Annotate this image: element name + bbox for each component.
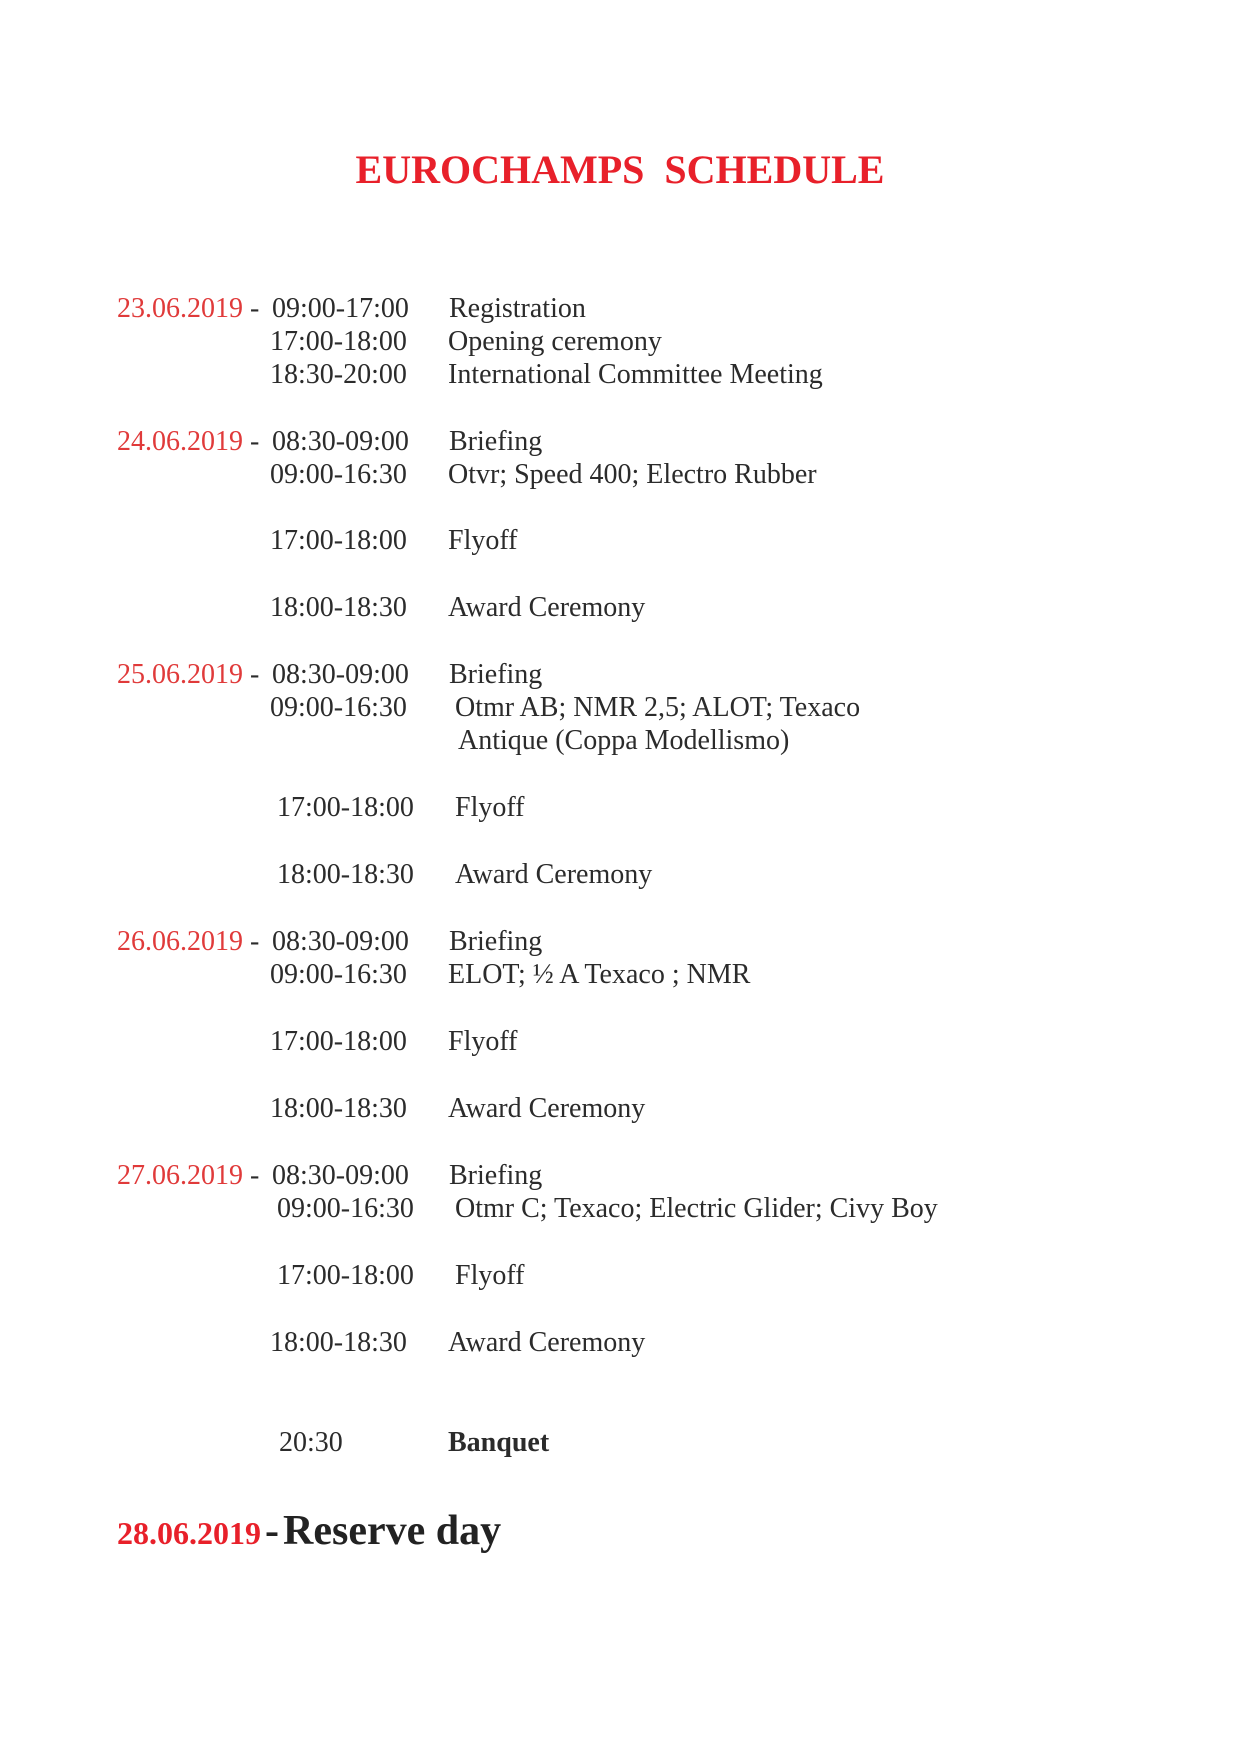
date-separator: -	[250, 926, 260, 957]
date-separator: -	[250, 426, 260, 457]
event-description: Award Ceremony	[448, 1327, 646, 1358]
event-description: Otmr C; Texaco; Electric Glider; Civy Boy	[455, 1193, 938, 1224]
time-slot: 08:30-09:00	[272, 926, 409, 957]
reserve-date: 28.06.2019	[117, 1515, 261, 1551]
event-description: Award Ceremony	[448, 1093, 646, 1124]
schedule-row	[117, 1159, 259, 1193]
time-slot: 17:00-18:00	[277, 792, 414, 823]
banquet-label: Banquet	[448, 1427, 550, 1458]
time-slot: 08:30-09:00	[272, 1160, 409, 1191]
time-slot: 09:00-17:00	[272, 293, 409, 324]
date-separator: -	[250, 1160, 260, 1191]
schedule-row	[117, 658, 259, 692]
event-description: International Committee Meeting	[448, 359, 823, 390]
event-description: Briefing	[449, 659, 543, 690]
time-slot: 09:00-16:30	[270, 959, 407, 990]
day-date: 27.06.2019	[117, 1160, 243, 1191]
event-description: Award Ceremony	[455, 859, 653, 890]
event-description: Flyoff	[455, 1260, 525, 1291]
banquet-time: 20:30	[279, 1427, 343, 1458]
schedule-row	[117, 925, 259, 959]
time-slot: 18:00-18:30	[270, 1093, 407, 1124]
schedule-row	[117, 292, 259, 326]
reserve-separator: -	[265, 1508, 279, 1554]
event-description: Flyoff	[448, 1026, 518, 1057]
event-description: Flyoff	[448, 525, 518, 556]
time-slot: 18:00-18:30	[277, 859, 414, 890]
event-description: Opening ceremony	[448, 326, 662, 357]
time-slot: 17:00-18:00	[270, 525, 407, 556]
reserve-day-line	[117, 1510, 501, 1552]
event-description: Otvr; Speed 400; Electro Rubber	[448, 459, 817, 490]
event-description: Briefing	[449, 1160, 543, 1191]
event-description: Registration	[449, 293, 586, 324]
day-date: 25.06.2019	[117, 659, 243, 690]
reserve-label: Reserve day	[283, 1508, 502, 1554]
time-slot: 17:00-18:00	[270, 1026, 407, 1057]
time-slot: 09:00-16:30	[270, 692, 407, 723]
event-description: ELOT; ½ A Texaco ; NMR	[448, 959, 751, 990]
time-slot: 08:30-09:00	[272, 659, 409, 690]
day-date: 24.06.2019	[117, 426, 243, 457]
page-title: EUROCHAMPS SCHEDULE	[355, 147, 885, 192]
event-description: Briefing	[449, 426, 543, 457]
time-slot: 18:00-18:30	[270, 1327, 407, 1358]
event-description: Award Ceremony	[448, 592, 646, 623]
time-slot: 08:30-09:00	[272, 426, 409, 457]
time-slot: 18:30-20:00	[270, 359, 407, 390]
day-date: 23.06.2019	[117, 293, 243, 324]
time-slot: 18:00-18:30	[270, 592, 407, 623]
day-date: 26.06.2019	[117, 926, 243, 957]
date-separator: -	[250, 293, 260, 324]
time-slot: 09:00-16:30	[277, 1193, 414, 1224]
time-slot: 09:00-16:30	[270, 459, 407, 490]
event-description-continued: Antique (Coppa Modellismo)	[458, 725, 790, 756]
event-description: Otmr AB; NMR 2,5; ALOT; Texaco	[455, 692, 861, 723]
date-separator: -	[250, 659, 260, 690]
time-slot: 17:00-18:00	[277, 1260, 414, 1291]
event-description: Briefing	[449, 926, 543, 957]
time-slot: 17:00-18:00	[270, 326, 407, 357]
event-description: Flyoff	[455, 792, 525, 823]
schedule-row	[117, 425, 259, 459]
